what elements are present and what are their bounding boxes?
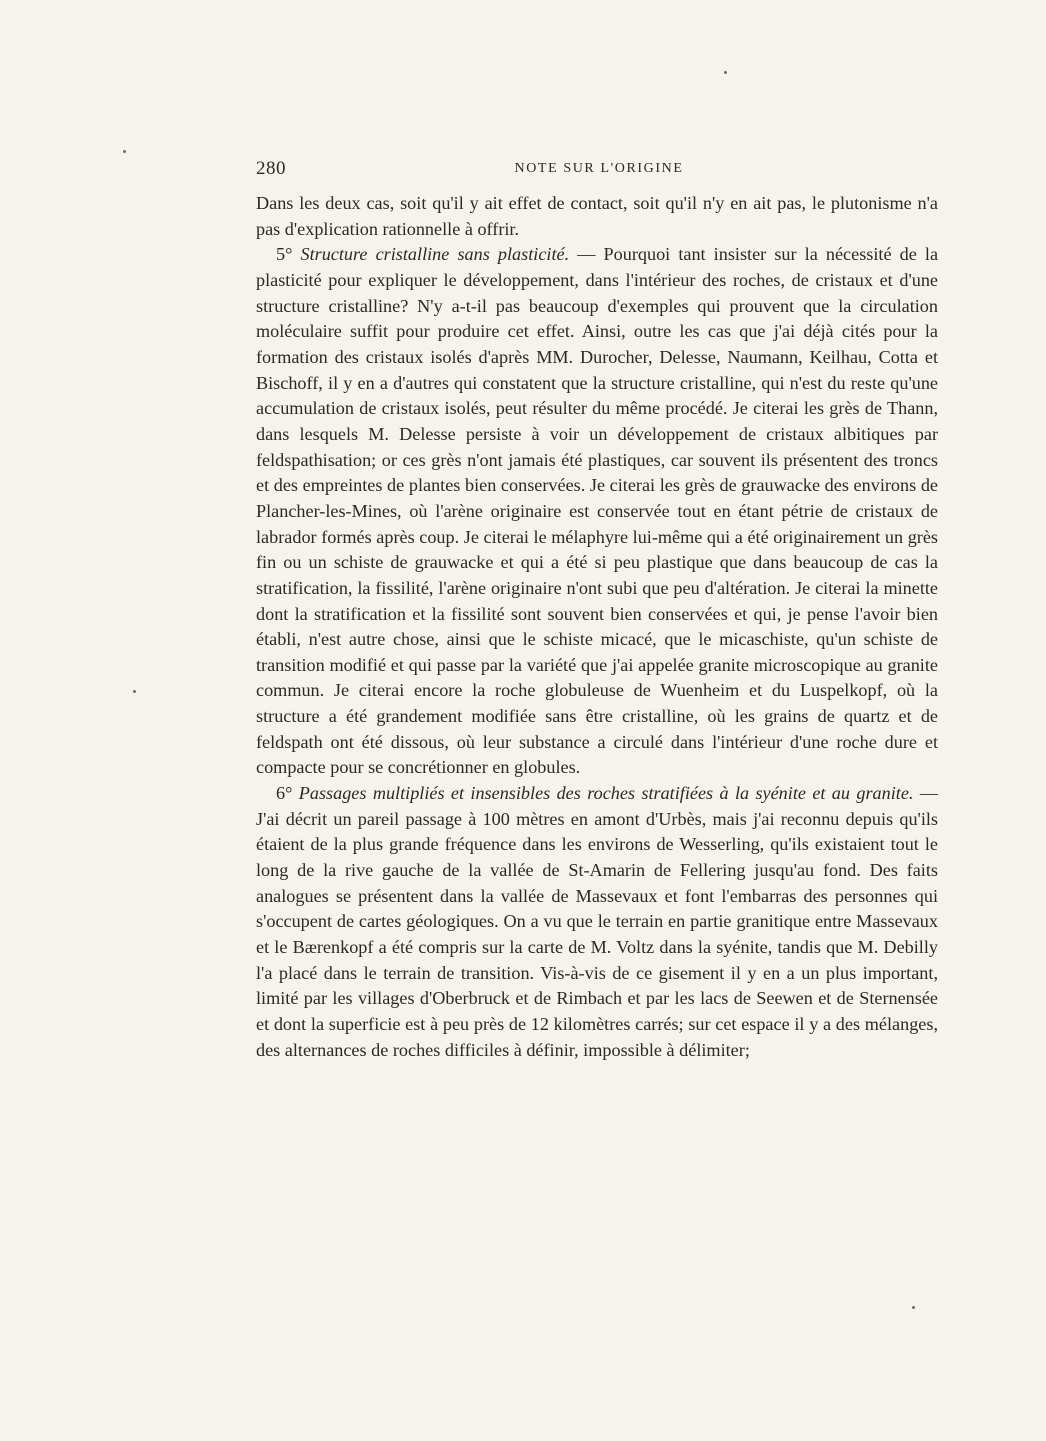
paragraph-text: Dans les deux cas, soit qu'il y ait effet de contact, soit qu'il n'y en ait pas, le plutonisme n'a pas d'explication rationnelle à offrir. <box>256 193 938 239</box>
paper-speck <box>912 1306 915 1309</box>
paper-speck <box>133 690 136 693</box>
section-heading: Passages multipliés et insensibles des roches stratifiées à la syénite et au granite. <box>298 783 914 804</box>
paragraph-text: — Pourquoi tant insister sur la nécessité de la plasticité pour expliquer le développement, dans l'intérieur des roches, de cristaux et d'une structure cristalline? N'y a-t-il pas beaucoup d'exemples qui prouvent que la circulation moléculaire suffit pour produire cet effet. Ainsi, outre les cas que j'ai déjà cités pour la formation des cristaux isolés d'après MM. Durocher, Delesse, Naumann, Keilhau, Cotta et Bischoff, il y en a d'autres qui constatent que la structure cristalline, qui n'est du reste qu'une accumulation de cristaux isolés, peut résulter du même procédé. Je citerai les grès de Thann, dans lesquels M. Delesse persiste à voir un développement de cristaux albitiques par feldspathisation; or ces grès n'ont jamais été plastiques, car souvent ils présentent des troncs et des empreintes de plantes bien conservées. Je citerai les grès de grauwacke des environs de Plancher-les-Mines, où l'arène originaire est conservée tout en étant pétrie de cristaux de labrador formés après coup. Je citerai le mélaphyre lui-même qui a été originairement un grès fin ou un schiste de grauwacke et qui a été si peu plastique que dans beaucoup de cas la stratification, la fissilité, l'arène originaire n'ont subi que peu d'altération. Je citerai la minette dont la stratification et la fissilité sont souvent bien conservées et qui, je pense l'avoir bien établi, n'est autre chose, ainsi que le schiste micacé, que le micaschiste, qu'un schiste de transition modifié et qui passe par la variété que j'ai appelée granite microscopique au granite commun. Je citerai encore la roche globuleuse de Wuenheim et du Luspelkopf, où la structure a été grandement modifiée sans être cristalline, où les grains de quartz et de feldspath ont été dissous, où leur substance a circulé dans l'intérieur d'une roche dure et compacte pour se concrétionner en globules. <box>256 244 939 778</box>
page-header <box>256 158 942 184</box>
page-number: 280 <box>256 158 286 179</box>
section-number: 6° <box>276 783 293 804</box>
section-number: 5° <box>276 244 293 265</box>
paper-speck <box>123 150 126 153</box>
paragraph-intro <box>256 191 938 242</box>
body-text <box>256 191 938 1063</box>
running-title: NOTE SUR L'ORIGINE <box>514 161 684 176</box>
paragraph-section-5 <box>256 242 938 781</box>
paragraph-text: — J'ai décrit un pareil passage à 100 mètres en amont d'Urbès, mais j'ai reconnu depuis qu'ils étaient de la plus grande fréquence dans les environs de Wesserling, qu'ils existaient tout le long de la rive gauche de la vallée de St-Amarin de Fellering jusqu'au fond. Des faits analogues se présentent dans la vallée de Massevaux et font l'embarras des personnes qui s'occupent de cartes géologiques. On a vu que le terrain en partie granitique entre Massevaux et le Bærenkopf a été compris sur la carte de M. Voltz dans la syénite, tandis que M. Debilly l'a placé dans le terrain de transition. Vis-à-vis de ce gisement il y en a un plus important, limité par les villages d'Oberbruck et de Rimbach et par les lacs de Seewen et de Sternensée et dont la superficie est à peu près de 12 kilomètres carrés; sur cet espace il y a des mélanges, des alternances de roches difficiles à définir, impossible à délimiter; <box>256 783 939 1060</box>
paper-speck <box>724 71 727 74</box>
section-heading: Structure cristalline sans plasticité. <box>300 244 570 265</box>
paragraph-section-6 <box>256 781 938 1063</box>
